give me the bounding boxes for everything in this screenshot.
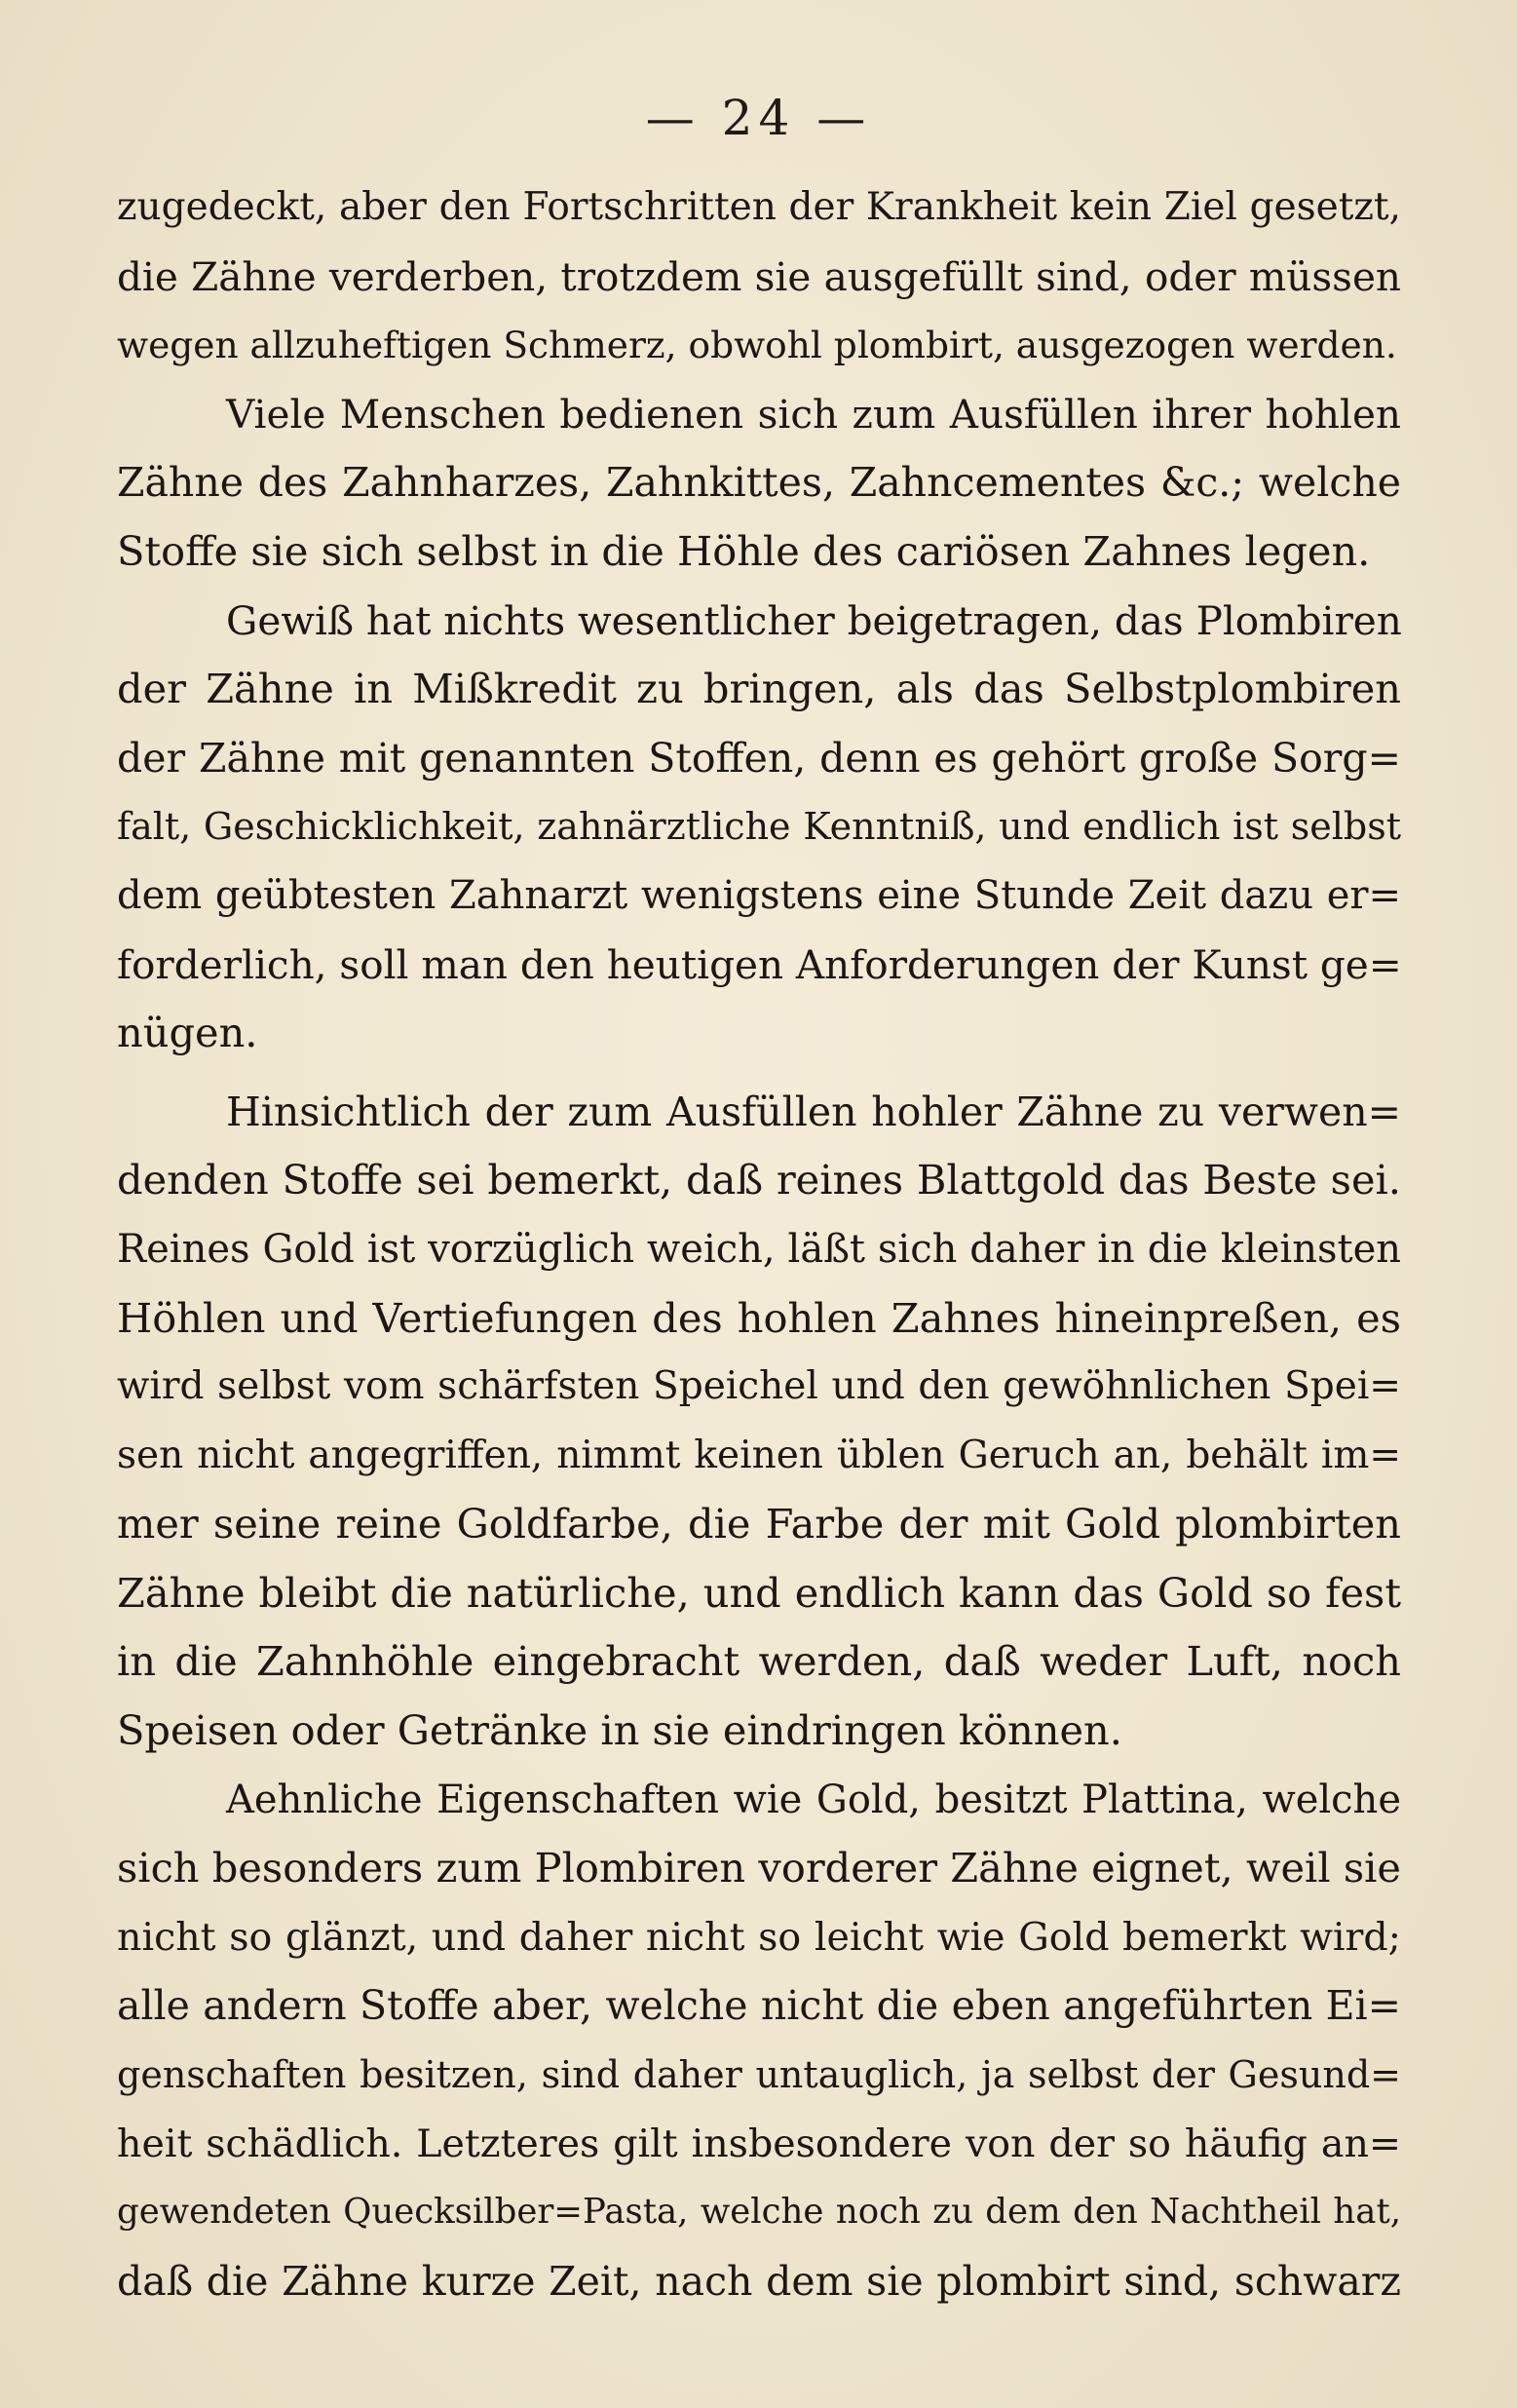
text-line: in die Zahnhöhle eingebracht werden, daß weder Luft, noch	[117, 1637, 1401, 1686]
text-line: Gewiß hat nichts wesentlicher beigetragen, das Plombiren	[226, 596, 1402, 644]
text-line: forderlich, soll man den heutigen Anforderungen der Kunst ge=	[117, 940, 1402, 988]
text-line: genschaften besitzen, sind daher untauglich, ja selbst der Gesund=	[117, 2053, 1401, 2097]
text-line: Viele Menschen bedienen sich zum Ausfüllen ihrer hohlen	[226, 390, 1401, 438]
text-line: nicht so glänzt, und daher nicht so leicht wie Gold bemerkt wird;	[117, 1914, 1401, 1960]
text-line: Aehnliche Eigenschaften wie Gold, besitzt Plattina, welche	[226, 1777, 1401, 1822]
text-line: falt, Geschicklichkeit, zahnärztliche Kenntniß, und endlich ist selbst	[117, 805, 1401, 849]
text-line: zugedeckt, aber den Fortschritten der Krankheit kein Ziel gesetzt,	[117, 185, 1401, 229]
text-line: sich besonders zum Plombiren vorderer Zähne eignet, weil sie	[117, 1844, 1401, 1892]
text-line: Reines Gold ist vorzüglich weich, läßt sich daher in die kleinsten	[117, 1226, 1401, 1272]
text-line: heit schädlich. Letzteres gilt insbesondere von der so häufig an=	[117, 2121, 1401, 2166]
text-line: mer seine reine Goldfarbe, die Farbe der mit Gold plombirten	[117, 1500, 1401, 1548]
text-line: wird selbst vom schärfsten Speichel und den gewöhnlichen Spei=	[117, 1364, 1401, 1409]
page-number: — 24 —	[645, 90, 872, 146]
text-line: der Zähne in Mißkredit zu bringen, als das Selbstplombiren	[117, 665, 1401, 713]
text-line: daß die Zähne kurze Zeit, nach dem sie plombirt sind, schwarz	[117, 2257, 1401, 2305]
text-line: die Zähne verderben, trotzdem sie ausgefüllt sind, oder müssen	[117, 252, 1401, 300]
text-line: dem geübtesten Zahnarzt wenigstens eine Stunde Zeit dazu er=	[117, 872, 1401, 918]
text-line: denden Stoffe sei bemerkt, daß reines Blattgold das Beste sei.	[117, 1156, 1401, 1204]
text-line: nügen.	[117, 1009, 258, 1057]
text-line: der Zähne mit genannten Stoffen, denn es gehört große Sorg=	[117, 734, 1401, 782]
text-line: sen nicht angegriffen, nimmt keinen üblen Geruch an, behält im=	[117, 1433, 1401, 1477]
text-line: Zähne des Zahnharzes, Zahnkittes, Zahncementes &c.; welche	[117, 459, 1401, 507]
body-text	[117, 173, 1401, 2315]
paragraph-gap	[117, 1068, 1401, 1078]
text-line: Speisen oder Getränke in sie eindringen können.	[117, 1706, 1122, 1755]
text-line: Stoffe sie sich selbst in die Höhle des cariösen Zahnes legen.	[117, 526, 1371, 575]
text-line: alle andern Stoffe aber, welche nicht die eben angeführten Ei=	[117, 1982, 1401, 2030]
text-line: Hinsichtlich der zum Ausfüllen hohler Zähne zu verwen=	[226, 1088, 1401, 1135]
text-line: gewendeten Quecksilber=Pasta, welche noch zu dem den Nachtheil hat,	[117, 2192, 1401, 2233]
text-line: Zähne bleibt die natürliche, und endlich kann das Gold so fest	[117, 1568, 1401, 1617]
text-line: Höhlen und Vertiefungen des hohlen Zahnes hineinpreßen, es	[117, 1293, 1401, 1342]
text-line: wegen allzuheftigen Schmerz, obwohl plombirt, ausgezogen werden.	[117, 324, 1397, 367]
